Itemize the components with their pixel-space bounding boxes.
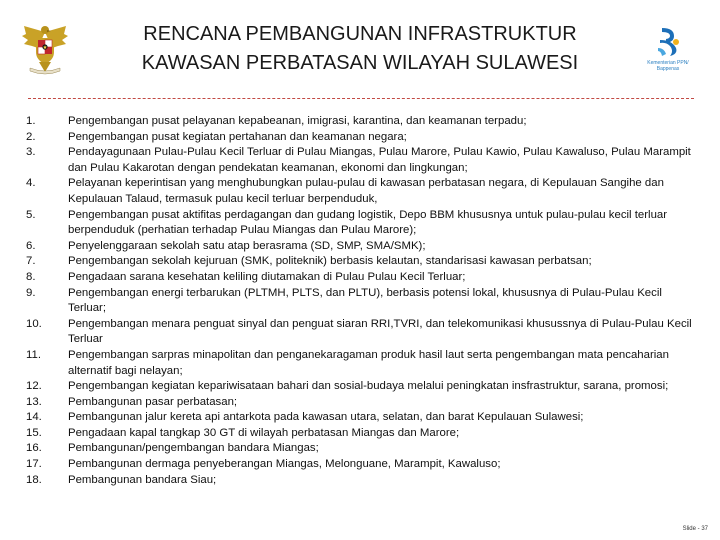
item-number: 12. xyxy=(26,380,42,393)
list-item xyxy=(26,317,702,348)
item-text: Pengembangan pusat kegiatan pertahanan dan keamanan negara; xyxy=(68,130,407,143)
garuda-icon xyxy=(20,22,70,76)
item-text: Pembangunan pasar perbatasan; xyxy=(68,395,238,408)
list-item xyxy=(26,410,702,426)
logo-text-line-2: Bappenas xyxy=(656,66,680,72)
list-item xyxy=(26,473,702,489)
list-item xyxy=(26,426,702,442)
title-line-2: KAWASAN PERBATASAN WILAYAH SULAWESI xyxy=(141,52,579,74)
item-text: Pengadaan kapal tangkap 30 GT di wilayah perbatasan Miangas dan Marore; xyxy=(68,426,460,439)
item-number: 18. xyxy=(26,473,42,486)
logo-text-line-1: Kementerian PPN/ xyxy=(647,60,689,66)
title-line-1: RENCANA PEMBANGUNAN INFRASTRUKTUR xyxy=(143,23,577,45)
item-text: Pengembangan pusat aktifitas perdagangan dan gudang logistik, Depo BBM khususnya untuk pulau-pulau kecil terluar berpenduduk (perhatian terhadap Pulau Miangas dan Pulau Marore); xyxy=(68,208,668,237)
list-item xyxy=(26,176,702,207)
item-number: 8. xyxy=(26,270,36,283)
item-number: 7. xyxy=(26,255,36,268)
item-text: Pengembangan pusat pelayanan kepabeanan, imigrasi, karantina, dan keamanan terpadu; xyxy=(68,115,527,127)
list-item xyxy=(26,348,702,379)
slide-number: Slide - 37 xyxy=(682,526,708,532)
item-number: 9. xyxy=(26,286,36,299)
item-text: Pengembangan kegiatan kepariwisataan bahari dan sosial-budaya melalui peningkatan insfrastruktur, sarana, promosi; xyxy=(68,380,669,393)
item-text: Pelayanan keperintisan yang menghubungkan pulau-pulau di kawasan perbatasan negara, di Kepulauan Sangihe dan Kepulauan Talaud, termasuk pulau kecil terluar berpenduduk, xyxy=(68,177,664,205)
header-divider xyxy=(28,98,694,99)
item-number: 5. xyxy=(26,208,36,221)
garuda-emblem-logo xyxy=(20,22,70,76)
item-text: Pembangunan/pengembangan bandara Miangas; xyxy=(68,442,319,455)
list-item xyxy=(26,254,702,270)
list-item xyxy=(26,130,702,146)
item-text: Pembangunan dermaga penyeberangan Miangas, Melonguane, Marampit, Kawaluso; xyxy=(68,458,501,471)
item-text: Pengembangan energi terbarukan (PLTMH, PLTS, dan PLTU), berbasis potensi lokal, khususnya di Pulau-Pulau Kecil Terluar; xyxy=(68,286,662,315)
list-item xyxy=(26,239,702,255)
infrastructure-plan-list xyxy=(26,114,702,488)
page-title xyxy=(90,20,630,78)
item-text: Pengembangan menara penguat sinyal dan penguat siaran RRI,TVRI, dan telekomunikasi khusussnya di Pulau-Pulau Kecil Terluar xyxy=(68,317,692,346)
list-item xyxy=(26,441,702,457)
item-number: 6. xyxy=(26,239,36,252)
bappenas-icon xyxy=(654,26,682,58)
item-number: 11. xyxy=(26,348,41,361)
item-text: Pengembangan sarpras minapolitan dan penganekaragaman produk hasil laut serta pengembangan mata pencaharian alternatif bagi nelayan; xyxy=(68,348,669,377)
bappenas-logo xyxy=(640,24,696,82)
list-item xyxy=(26,286,702,317)
item-number: 16. xyxy=(26,442,42,455)
item-number: 14. xyxy=(26,411,42,424)
list-item xyxy=(26,208,702,239)
item-number: 17. xyxy=(26,458,42,471)
item-text: Pengembangan sekolah kejuruan (SMK, politeknik) berbasis kelautan, standarisasi kawasan perbatsan; xyxy=(68,255,592,268)
item-text: Pengadaan sarana kesehatan keliling diutamakan di Pulau Pulau Kecil Terluar; xyxy=(68,270,466,283)
item-number: 2. xyxy=(26,130,36,143)
list-item xyxy=(26,270,702,286)
list-item xyxy=(26,145,702,176)
item-text: Penyelenggaraan sekolah satu atap berasrama (SD, SMP, SMA/SMK); xyxy=(68,239,426,252)
item-text: Pembangunan jalur kereta api antarkota pada kawasan utara, selatan, dan barat Kepulauan Sulawesi; xyxy=(68,411,584,424)
item-number: 15. xyxy=(26,426,42,439)
item-number: 10. xyxy=(26,317,42,330)
item-number: 3. xyxy=(26,146,36,159)
list-item xyxy=(26,379,702,395)
item-number: 4. xyxy=(26,177,36,190)
item-text: Pembangunan bandara Siau; xyxy=(68,473,217,486)
item-number: 1. xyxy=(26,115,36,127)
list-item xyxy=(26,114,702,130)
list-item xyxy=(26,395,702,411)
item-text: Pendayagunaan Pulau-Pulau Kecil Terluar di Pulau Miangas, Pulau Marore, Pulau Kawio, Pulau Kawaluso, Pulau Marampit dan Pulau Kakarotan dengan pendekatan keamanan, ekonomi dan lingkungan; xyxy=(68,146,691,174)
item-number: 13. xyxy=(26,395,42,408)
list-item xyxy=(26,457,702,473)
